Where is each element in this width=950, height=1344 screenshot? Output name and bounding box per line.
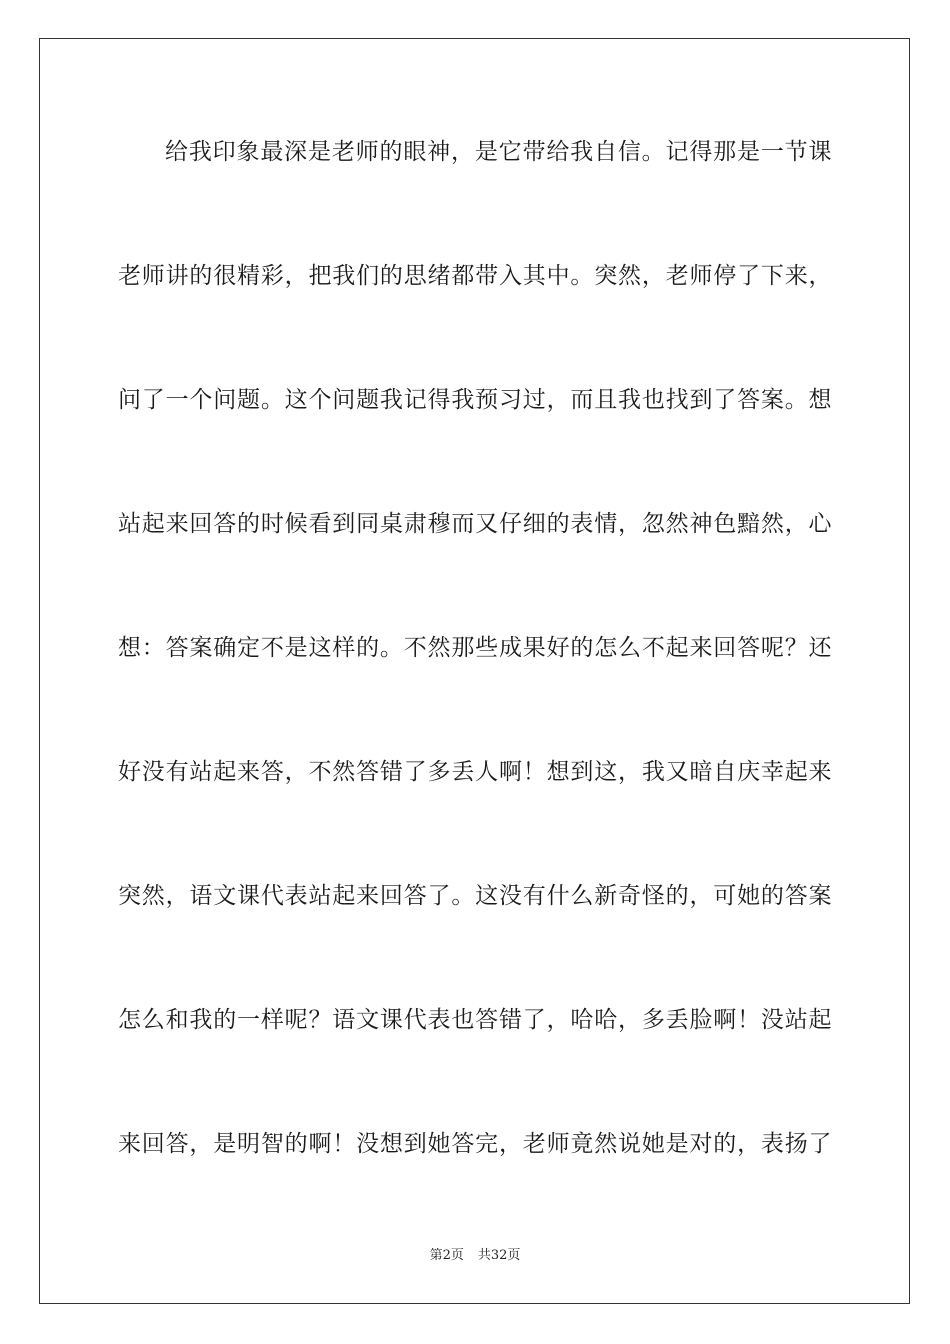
text-line-3: 问了一个问题。这个问题我记得我预习过，而且我也找到了答案。想 — [118, 387, 832, 413]
page-total: 共32页 — [477, 1248, 521, 1263]
text-line-2: 老师讲的很精彩，把我们的思绪都带入其中。突然，老师停了下来， — [118, 263, 832, 289]
text-line-4: 站起来回答的时候看到同桌肃穆而又仔细的表情，忽然神色黯然，心 — [118, 511, 832, 537]
text-line-7: 突然，语文课代表站起来回答了。这没有什么新奇怪的，可她的答案 — [118, 883, 832, 909]
page-border — [39, 38, 910, 1304]
text-line-5: 想：答案确定不是这样的。不然那些成果好的怎么不起来回答呢？还 — [118, 635, 832, 661]
text-line-6: 好没有站起来答，不然答错了多丢人啊！想到这，我又暗自庆幸起来 — [118, 759, 832, 785]
text-line-8: 怎么和我的一样呢？语文课代表也答错了，哈哈，多丢脸啊！没站起 — [118, 1007, 832, 1033]
page-number: 第2页 — [429, 1248, 464, 1263]
text-line-1: 给我印象最深是老师的眼神，是它带给我自信。记得那是一节课 — [165, 139, 832, 165]
page-footer — [0, 1247, 950, 1265]
text-line-9: 来回答，是明智的啊！没想到她答完，老师竟然说她是对的，表扬了 — [118, 1131, 832, 1157]
